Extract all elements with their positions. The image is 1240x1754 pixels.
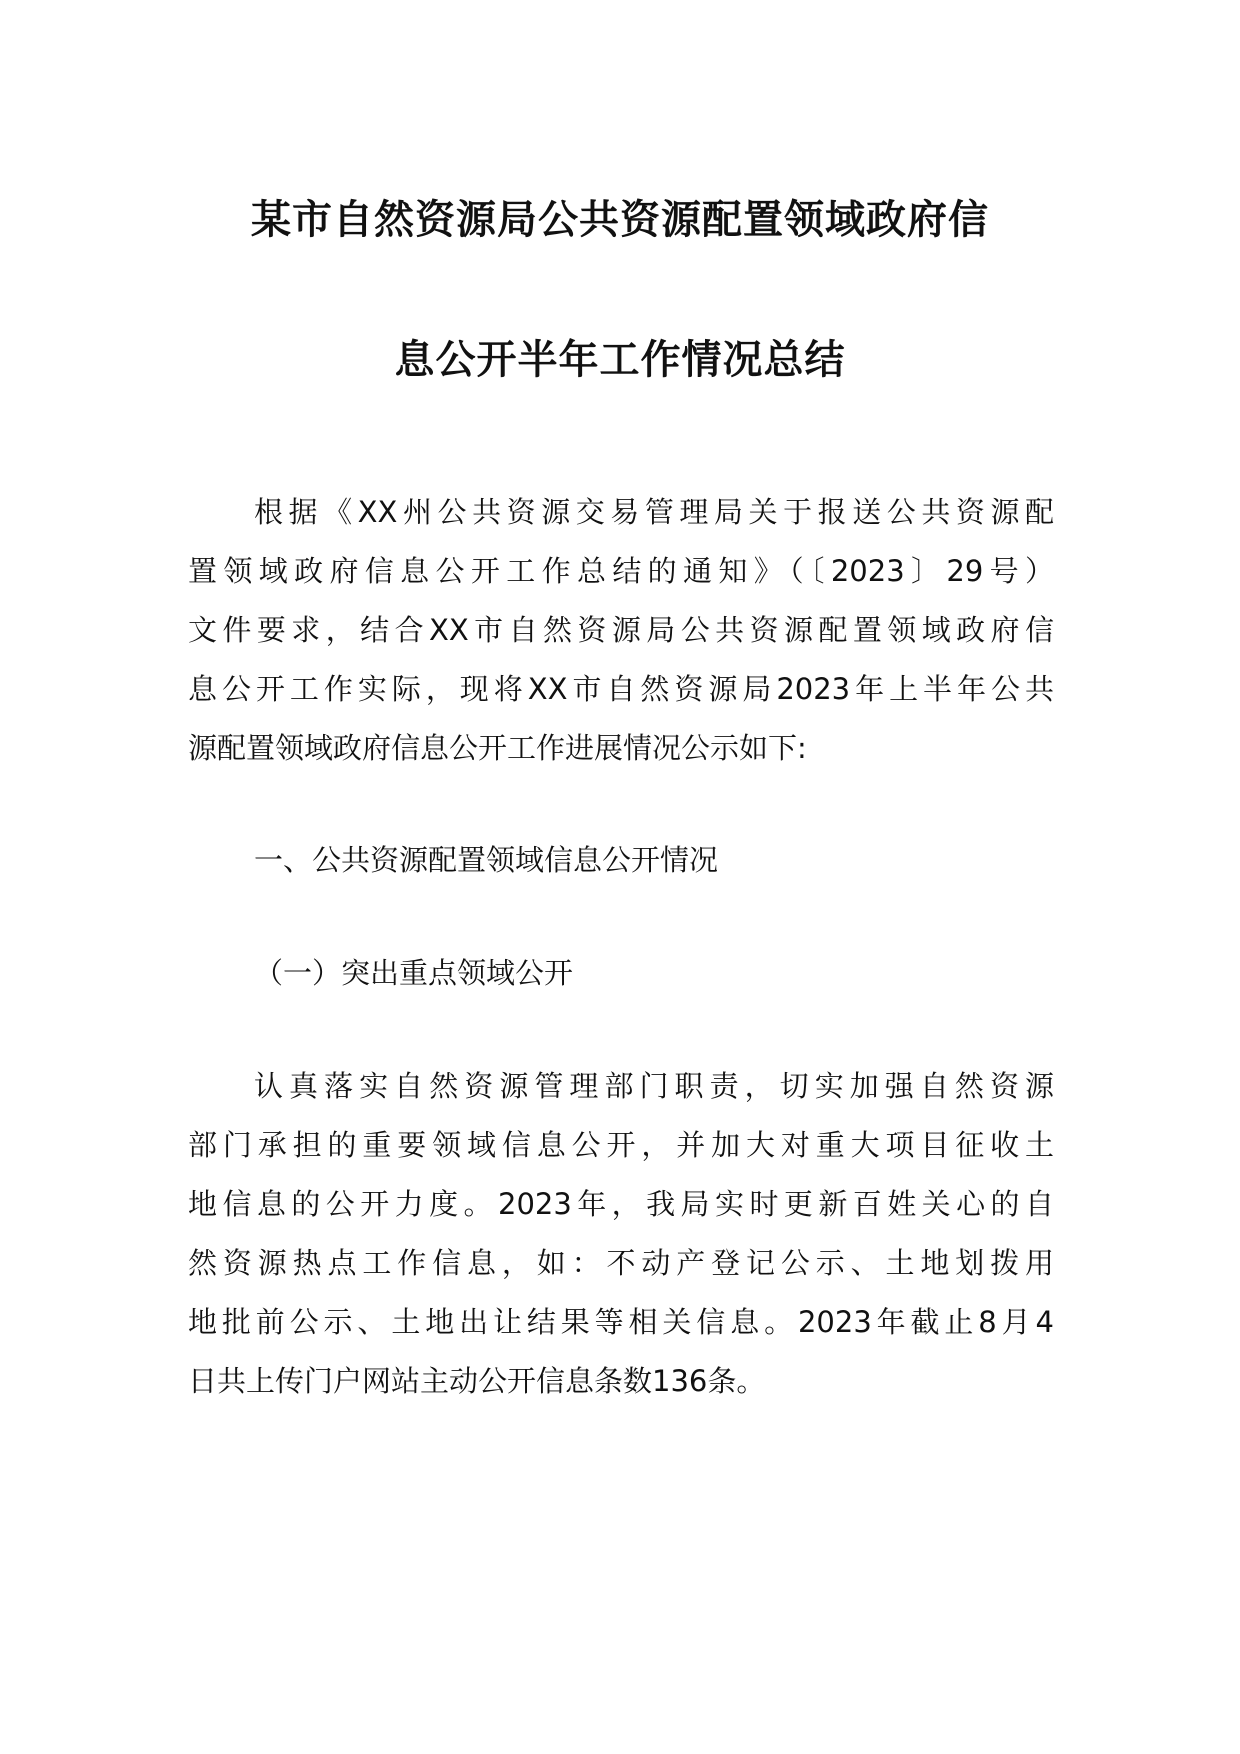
- document-title-line-2: 息公开半年工作情况总结: [394, 337, 846, 383]
- paragraph-1-line: 根据《XX州公共资源交易管理局关于报送公共资源配: [254, 495, 1055, 529]
- paragraph-1-line: 文件要求，结合XX市自然资源局公共资源配置领域政府信: [188, 613, 1054, 647]
- paragraph-2-line: 地批前公示、土地出让结果等相关信息。2023年截止8月4: [188, 1305, 1054, 1339]
- paragraph-2-line: 地信息的公开力度。2023年，我局实时更新百姓关心的自: [188, 1187, 1054, 1221]
- paragraph-1-line: 息公开工作实际，现将XX市自然资源局2023年上半年公共: [188, 672, 1054, 706]
- paragraph-2-line: 然资源热点工作信息，如：不动产登记公示、土地划拨用: [188, 1246, 1054, 1280]
- section-heading-1: 一、公共资源配置领域信息公开情况: [254, 843, 719, 877]
- paragraph-1-line: 源配置领域政府信息公开工作进展情况公示如下:: [188, 731, 807, 765]
- section-heading-2: （一）突出重点领域公开: [254, 956, 574, 990]
- paragraph-2-line: 认真落实自然资源管理部门职责，切实加强自然资源: [254, 1069, 1054, 1103]
- paragraph-2-line: 部门承担的重要领域信息公开，并加大对重大项目征收土: [188, 1128, 1054, 1162]
- document-title-line-1: 某市自然资源局公共资源配置领域政府信: [251, 197, 989, 243]
- paragraph-2-line: 日共上传门户网站主动公开信息条数136条。: [188, 1364, 766, 1398]
- paragraph-1-line: 置领域政府信息公开工作总结的通知》（〔2023〕29号）: [188, 554, 1054, 588]
